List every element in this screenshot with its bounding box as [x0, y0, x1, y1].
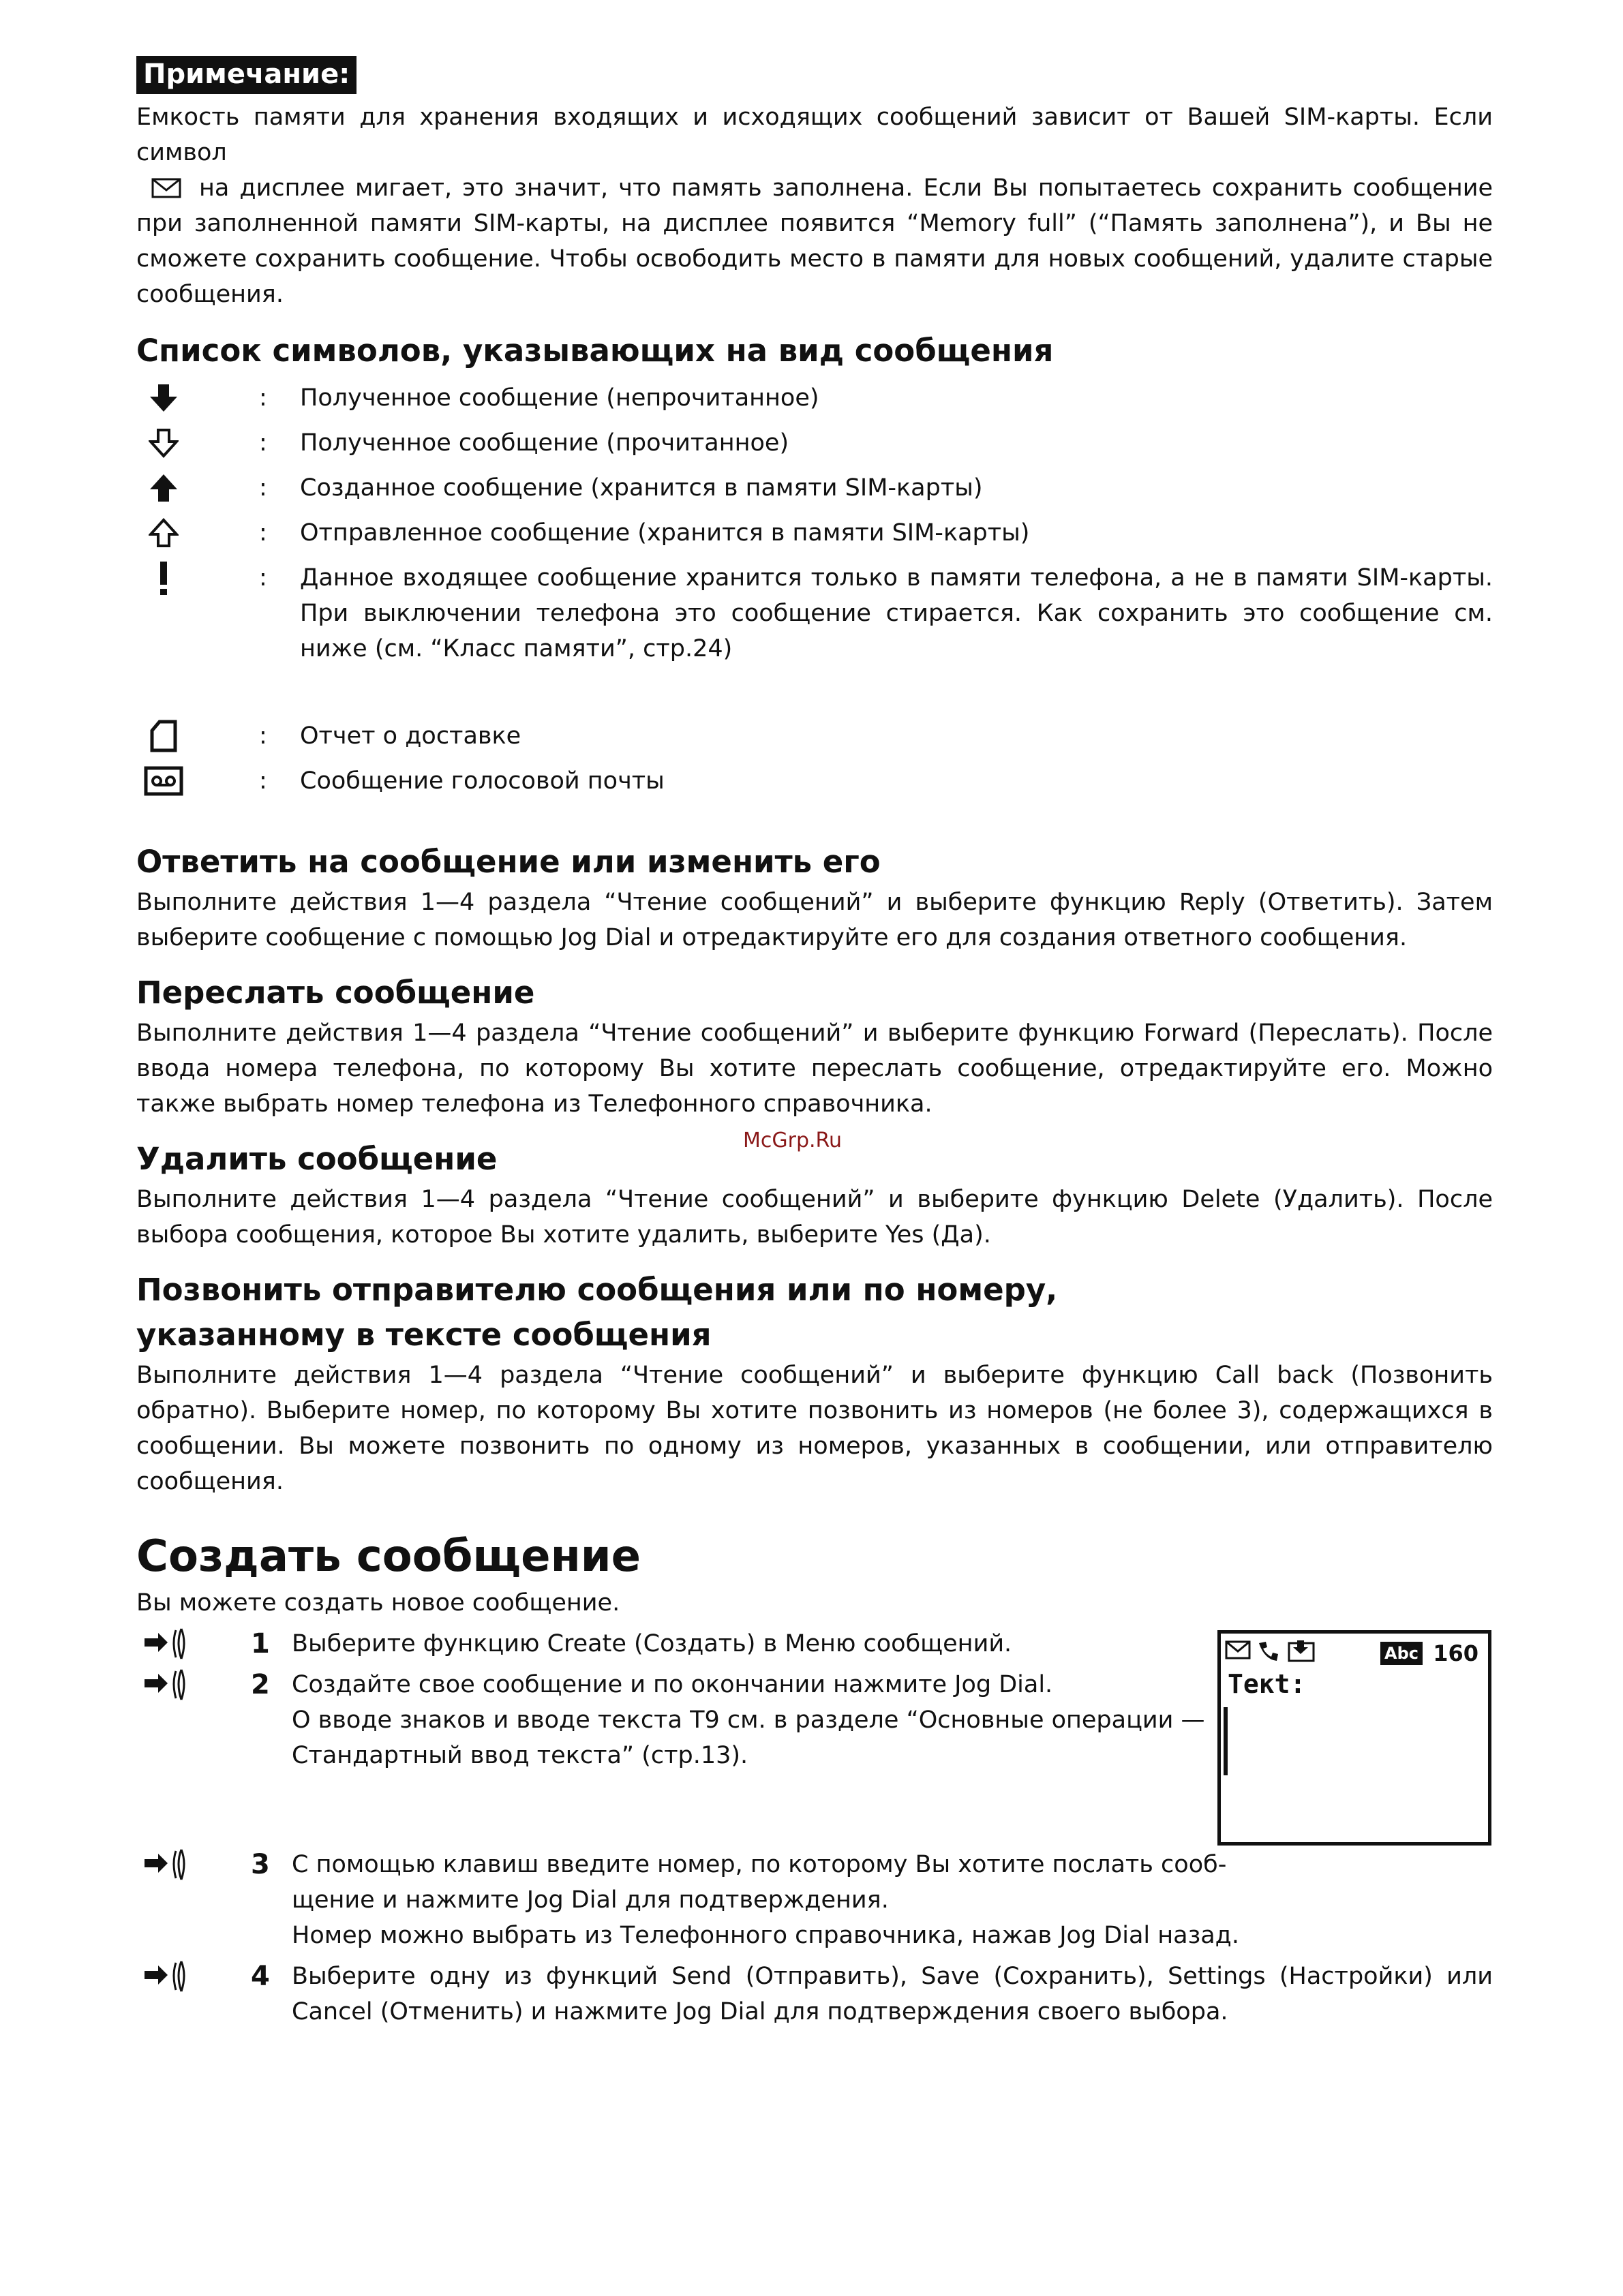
jog-dial-press-icon — [142, 1847, 196, 1882]
colon: : — [259, 384, 267, 412]
list-item — [136, 425, 1493, 461]
forward-heading: Переслать сообщение — [136, 975, 535, 1011]
phone-display — [1217, 1630, 1491, 1846]
symbol-description: Данное входящее сообщение хранится только в памяти телефона, а не в памяти SIM-карты. При выключении телефона это сообщение стирается. Как сохранить это сообщение см. ниже (см. “Класс памяти”, стр.24) — [300, 564, 1493, 662]
symbols-heading: Список символов, указывающих на вид сообщения — [136, 333, 1054, 369]
jog-dial-press-icon — [142, 1959, 196, 1994]
step-text — [292, 1959, 1493, 2030]
note-text-after: на дисплее мигает, это значит, что память заполнена. Если Вы попытаетесь сохранить сообщение при заполненной памяти SIM-карты, на дисплее появится “Memory full” (“Память заполнена”), и Вы не сможете сохранить сообщение. Чтобы освободить место в памяти для новых сообщений, удалите старые сообщения. — [136, 174, 1493, 308]
input-mode-indicator: Abc — [1380, 1642, 1423, 1665]
reply-text: Выполните действия 1—4 раздела “Чтение сообщений” и выберите функцию Reply (Ответить). Затем выберите сообщение с помощью Jog Dial и отредактируйте его для создания ответного сообщения. — [136, 889, 1493, 951]
outline-up-arrow-icon — [143, 515, 184, 551]
envelope-icon — [151, 178, 181, 198]
note-label: Примечание: — [136, 56, 357, 94]
step-line: Номер можно выбрать из Телефонного справочника, нажав Jog Dial назад. — [292, 1922, 1239, 1949]
exclamation-icon — [143, 560, 184, 596]
step-item — [136, 1959, 1493, 2030]
create-intro: Вы можете создать новое сообщение. — [136, 1589, 620, 1617]
filled-down-arrow-icon — [143, 380, 184, 416]
reply-heading: Ответить на сообщение или изменить его — [136, 844, 881, 880]
step-text — [292, 1847, 1493, 1953]
list-item — [136, 763, 1493, 799]
callback-text: Выполните действия 1—4 раздела “Чтение сообщений” и выберите функцию Call back (Позвонить обратно). Выберите номер, по которому Вы хотите позвонить из номеров (не более 3), содержащихся в сообщении. Вы можете позвонить по одному из номеров, указанных в сообщении, или отправителю сообщения. — [136, 1362, 1493, 1495]
step-number: 4 — [251, 1961, 270, 1992]
colon: : — [259, 519, 267, 547]
colon: : — [259, 722, 267, 750]
step-line: Выберите одну из функций Send (Отправить), Save (Сохранить), Settings (Настройки) или Cancel (Отменить) и нажмите Jog Dial для подтверждения своего выбора. — [292, 1963, 1493, 2025]
colon: : — [259, 429, 267, 457]
forward-text: Выполните действия 1—4 раздела “Чтение сообщений” и выберите функцию Forward (Переслать). После ввода номера телефона, по которому Вы хотите переслать сообщение, отредактируйте его. Можно также выбрать номер телефона из Телефонного справочника. — [136, 1020, 1493, 1118]
step-number: 3 — [251, 1849, 270, 1880]
symbols-list — [136, 380, 1493, 799]
note-text-before: Емкость памяти для хранения входящих и исходящих сообщений зависит от Вашей SIM-карты. Если символ — [136, 104, 1493, 166]
create-heading: Создать сообщение — [136, 1531, 641, 1582]
display-label: Текt: — [1228, 1669, 1306, 1699]
step-line: щение и нажмите Jog Dial для подтверждения. — [292, 1886, 889, 1914]
step-line: Стандартный ввод текста” (стр.13). — [292, 1742, 748, 1769]
callback-heading-line2: указанному в тексте сообщения — [136, 1317, 712, 1353]
step-number: 1 — [251, 1628, 270, 1659]
note-body — [136, 100, 1493, 312]
list-item — [136, 470, 1493, 506]
symbol-description: Созданное сообщение (хранится в памяти SIM-карты) — [300, 474, 983, 502]
delete-heading: Удалить сообщение — [136, 1141, 498, 1177]
display-status-bar — [1225, 1638, 1484, 1665]
delivery-report-icon — [143, 718, 184, 754]
filled-up-arrow-icon — [143, 470, 184, 506]
delete-text: Выполните действия 1—4 раздела “Чтение сообщений” и выберите функцию Delete (Удалить). После выбора сообщения, которое Вы хотите удалить, выберите Yes (Да). — [136, 1186, 1493, 1249]
voicemail-icon — [143, 763, 184, 799]
colon: : — [259, 564, 267, 592]
list-item — [136, 718, 1493, 754]
jog-dial-press-icon — [142, 1626, 196, 1662]
step-line: Выберите функцию Create (Создать) в Меню сообщений. — [292, 1630, 1012, 1657]
character-counter: 160 — [1433, 1640, 1478, 1666]
symbol-description: Сообщение голосовой почты — [300, 767, 665, 795]
colon: : — [259, 767, 267, 795]
list-item — [136, 515, 1493, 551]
symbol-description: Полученное сообщение (непрочитанное) — [300, 384, 819, 412]
text-cursor — [1224, 1707, 1228, 1775]
outline-down-arrow-icon — [143, 425, 184, 461]
jog-dial-press-icon — [142, 1667, 196, 1702]
callback-heading-line1: Позвонить отправителю сообщения или по номеру, — [136, 1272, 1058, 1308]
envelope-icon — [1225, 1640, 1252, 1661]
colon: : — [259, 474, 267, 502]
watermark: McGrp.Ru — [743, 1129, 843, 1152]
symbol-description: Отчет о доставке — [300, 722, 521, 750]
step-line: О вводе знаков и вводе текста T9 см. в разделе “Основные операции — — [292, 1706, 1205, 1734]
step-number: 2 — [251, 1669, 270, 1700]
message-received-icon — [1288, 1639, 1318, 1662]
phone-handset-icon — [1256, 1639, 1284, 1662]
symbol-description: Отправленное сообщение (хранится в памяти SIM-карты) — [300, 519, 1030, 547]
symbol-description: Полученное сообщение (прочитанное) — [300, 429, 789, 457]
step-line: Создайте свое сообщение и по окончании нажмите Jog Dial. — [292, 1671, 1053, 1698]
step-item — [136, 1847, 1493, 1953]
list-item — [136, 560, 1493, 667]
step-line: С помощью клавиш введите номер, по которому Вы хотите послать сооб- — [292, 1851, 1227, 1878]
list-item — [136, 380, 1493, 416]
